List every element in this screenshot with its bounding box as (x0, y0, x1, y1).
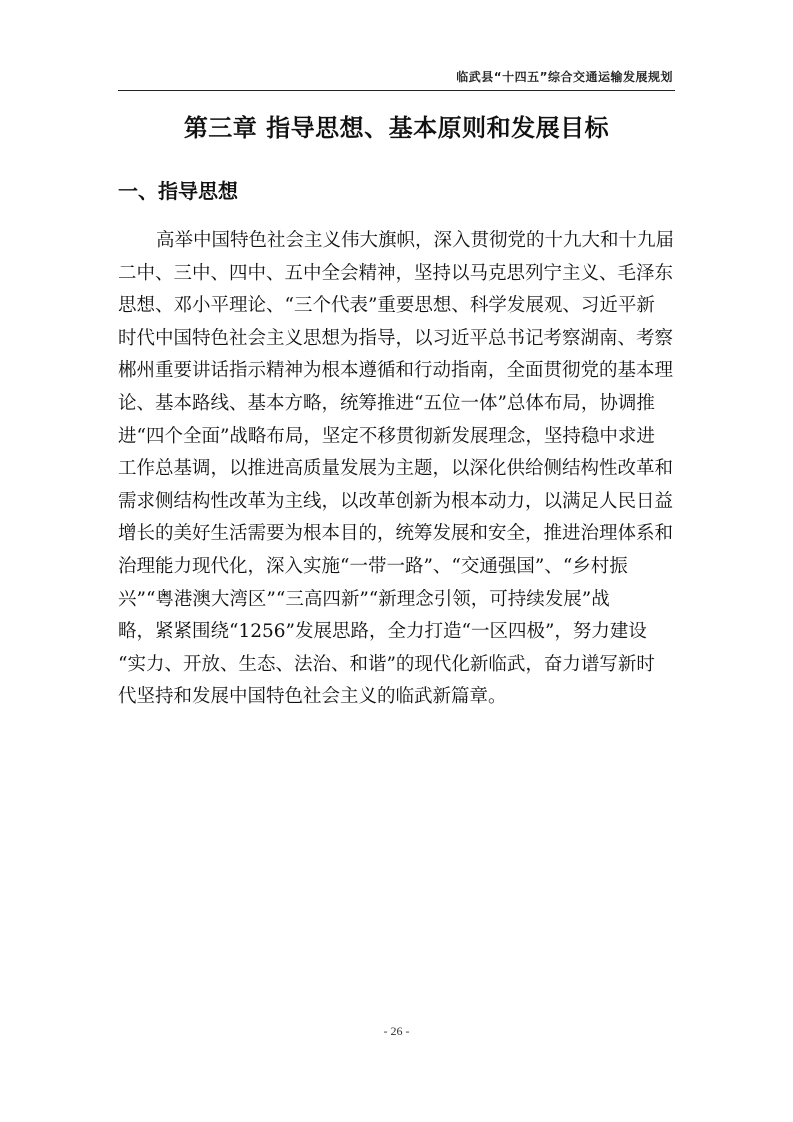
body-line: 进“四个全面”战略布局，坚定不移贯彻新发展理念，坚持稳中求进 (118, 425, 655, 447)
body-line: 兴”“粤港澳大湾区”“三高四新”“新理念引领，可持续发展”战 (118, 588, 610, 610)
body-line: 郴州重要讲话指示精神为根本遵循和行动指南，全面贯彻党的基本理 (118, 360, 674, 382)
body-line: 时代中国特色社会主义思想为指导，以习近平总书记考察湖南、考察 (118, 327, 674, 349)
body-line: 代坚持和发展中国特色社会主义的临武新篇章。 (118, 686, 507, 708)
body-line: 论、基本路线、基本方略，统筹推进“五位一体”总体布局，协调推 (118, 392, 655, 414)
body-line: 高举中国特色社会主义伟大旗帜，深入贯彻党的十九大和十九届 (156, 230, 675, 251)
header-rule (118, 90, 675, 91)
page-number: - 26 - (383, 1024, 410, 1038)
body-line: 治理能力现代化，深入实施“一带一路”、“交通强国”、“乡村振 (118, 555, 628, 577)
body-line: 工作总基调，以推进高质量发展为主题，以深化供给侧结构性改革和 (118, 458, 674, 480)
running-header-title: 临武县“十四五”综合交通运输发展规划 (456, 70, 673, 84)
body-line: 增长的美好生活需要为根本目的，统筹发展和安全，推进治理体系和 (118, 523, 674, 545)
body-line: 略，紧紧围绕“1256”发展思路，全力打造“一区四极”，努力建设 (118, 621, 647, 643)
chapter-title: 第三章 指导思想、基本原则和发展目标 (183, 114, 610, 142)
section-heading: 一、指导思想 (118, 179, 238, 203)
body-line: 二中、三中、四中、五中全会精神，坚持以马克思列宁主义、毛泽东 (118, 262, 674, 284)
body-line: “实力、开放、生态、法治、和谐”的现代化新临武，奋力谱写新时 (118, 653, 655, 675)
body-line: 思想、邓小平理论、“三个代表”重要思想、科学发展观、习近平新 (118, 295, 655, 317)
body-paragraph (118, 225, 678, 714)
body-line: 需求侧结构性改革为主线，以改革创新为根本动力，以满足人民日益 (118, 490, 674, 512)
